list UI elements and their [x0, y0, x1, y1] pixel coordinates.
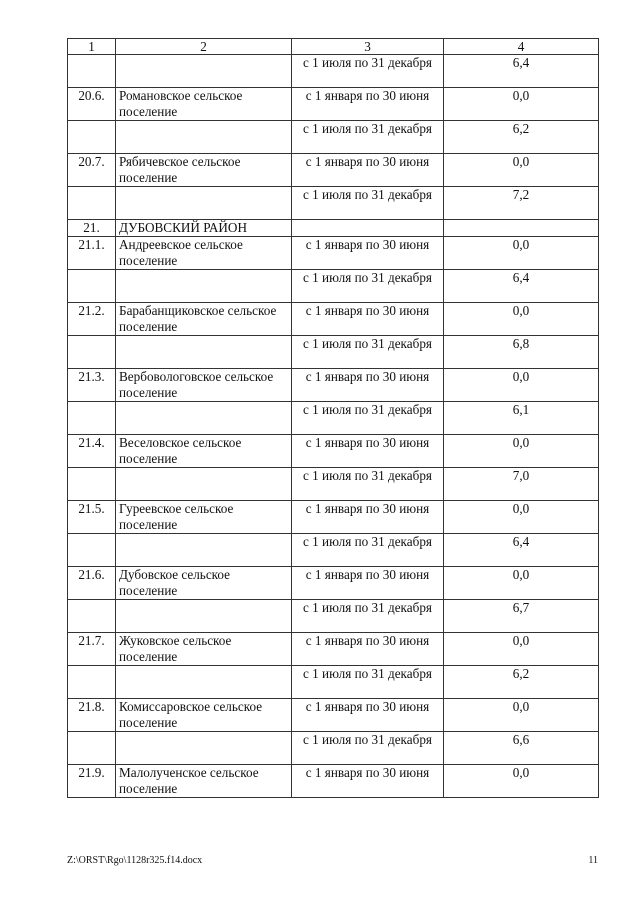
settlement-name: Гуреевское сельское поселение — [116, 501, 292, 534]
period: с 1 июля по 31 декабря — [292, 468, 444, 501]
value: 0,0 — [444, 699, 599, 732]
settlement-name — [116, 121, 292, 154]
value: 7,0 — [444, 468, 599, 501]
period: с 1 января по 30 июня — [292, 237, 444, 270]
settlement-name — [116, 732, 292, 765]
settlement-name: ДУБОВСКИЙ РАЙОН — [116, 220, 292, 237]
value: 6,6 — [444, 732, 599, 765]
value: 6,4 — [444, 534, 599, 567]
settlement-name: Веселовское сельское поселение — [116, 435, 292, 468]
table-row — [68, 732, 599, 765]
settlement-name: Барабанщиковское сельское поселение — [116, 303, 292, 336]
value: 6,4 — [444, 270, 599, 303]
document-path: Z:\ORST\Rgo\1128r325.f14.docx — [67, 855, 203, 866]
district-row — [68, 220, 599, 237]
value: 6,2 — [444, 666, 599, 699]
settlement-name: Рябичевское сельское поселение — [116, 154, 292, 187]
period: с 1 июля по 31 декабря — [292, 121, 444, 154]
period: с 1 июля по 31 декабря — [292, 55, 444, 88]
period: с 1 июля по 31 декабря — [292, 732, 444, 765]
header-col-1: 1 — [68, 39, 116, 55]
settlement-name: Андреевское сельское поселение — [116, 237, 292, 270]
value: 6,7 — [444, 600, 599, 633]
settlement-name — [116, 187, 292, 220]
table-header-row — [68, 39, 599, 55]
table-row — [68, 121, 599, 154]
settlement-name: Дубовское сельское поселение — [116, 567, 292, 600]
period — [292, 220, 444, 237]
row-number: 21.3. — [68, 369, 116, 402]
period: с 1 июля по 31 декабря — [292, 402, 444, 435]
row-number — [68, 600, 116, 633]
settlement-name: Романовское сельское поселение — [116, 88, 292, 121]
row-number: 20.6. — [68, 88, 116, 121]
settlement-name — [116, 600, 292, 633]
table-row — [68, 468, 599, 501]
value: 0,0 — [444, 435, 599, 468]
value: 0,0 — [444, 303, 599, 336]
settlement-name — [116, 55, 292, 88]
table-row — [68, 369, 599, 402]
table-row — [68, 765, 599, 798]
table-row — [68, 666, 599, 699]
header-col-3: 3 — [292, 39, 444, 55]
value: 7,2 — [444, 187, 599, 220]
table-row — [68, 600, 599, 633]
value: 0,0 — [444, 501, 599, 534]
value — [444, 220, 599, 237]
value: 0,0 — [444, 154, 599, 187]
row-number: 21.9. — [68, 765, 116, 798]
value: 0,0 — [444, 567, 599, 600]
settlement-name — [116, 468, 292, 501]
table-row — [68, 402, 599, 435]
value: 0,0 — [444, 369, 599, 402]
table-row — [68, 534, 599, 567]
header-col-2: 2 — [116, 39, 292, 55]
page-number: 11 — [588, 855, 598, 866]
table-row — [68, 435, 599, 468]
row-number: 21.8. — [68, 699, 116, 732]
period: с 1 июля по 31 декабря — [292, 336, 444, 369]
period: с 1 января по 30 июня — [292, 369, 444, 402]
settlement-name: Комиссаровское сельское поселение — [116, 699, 292, 732]
row-number — [68, 336, 116, 369]
settlement-name — [116, 402, 292, 435]
row-number: 21.2. — [68, 303, 116, 336]
table-row — [68, 55, 599, 88]
row-number: 20.7. — [68, 154, 116, 187]
row-number: 21. — [68, 220, 116, 237]
table-row — [68, 633, 599, 666]
row-number — [68, 270, 116, 303]
period: с 1 июля по 31 декабря — [292, 666, 444, 699]
table-row — [68, 336, 599, 369]
period: с 1 января по 30 июня — [292, 765, 444, 798]
row-number: 21.5. — [68, 501, 116, 534]
row-number: 21.4. — [68, 435, 116, 468]
period: с 1 января по 30 июня — [292, 501, 444, 534]
period: с 1 июля по 31 декабря — [292, 187, 444, 220]
row-number — [68, 187, 116, 220]
period: с 1 января по 30 июня — [292, 567, 444, 600]
tariff-table — [67, 38, 599, 798]
value: 0,0 — [444, 88, 599, 121]
period: с 1 января по 30 июня — [292, 435, 444, 468]
settlement-name — [116, 666, 292, 699]
row-number — [68, 55, 116, 88]
settlement-name: Малолученское сельское поселение — [116, 765, 292, 798]
row-number — [68, 468, 116, 501]
row-number: 21.6. — [68, 567, 116, 600]
value: 0,0 — [444, 633, 599, 666]
period: с 1 июля по 31 декабря — [292, 600, 444, 633]
value: 6,1 — [444, 402, 599, 435]
period: с 1 января по 30 июня — [292, 303, 444, 336]
row-number — [68, 402, 116, 435]
row-number — [68, 534, 116, 567]
table-row — [68, 187, 599, 220]
value: 6,8 — [444, 336, 599, 369]
table-row — [68, 567, 599, 600]
table-row — [68, 270, 599, 303]
settlement-name — [116, 336, 292, 369]
value: 6,4 — [444, 55, 599, 88]
period: с 1 января по 30 июня — [292, 633, 444, 666]
settlement-name: Жуковское сельское поселение — [116, 633, 292, 666]
settlement-name — [116, 270, 292, 303]
row-number — [68, 732, 116, 765]
period: с 1 июля по 31 декабря — [292, 270, 444, 303]
period: с 1 января по 30 июня — [292, 88, 444, 121]
row-number — [68, 666, 116, 699]
header-col-4: 4 — [444, 39, 599, 55]
table-row — [68, 88, 599, 121]
value: 0,0 — [444, 237, 599, 270]
table-row — [68, 154, 599, 187]
period: с 1 января по 30 июня — [292, 154, 444, 187]
table-row — [68, 699, 599, 732]
table-row — [68, 501, 599, 534]
period: с 1 июля по 31 декабря — [292, 534, 444, 567]
settlement-name — [116, 534, 292, 567]
settlement-name: Вербовологовское сельское поселение — [116, 369, 292, 402]
row-number: 21.1. — [68, 237, 116, 270]
period: с 1 января по 30 июня — [292, 699, 444, 732]
row-number: 21.7. — [68, 633, 116, 666]
row-number — [68, 121, 116, 154]
value: 0,0 — [444, 765, 599, 798]
table-row — [68, 303, 599, 336]
value: 6,2 — [444, 121, 599, 154]
table-row — [68, 237, 599, 270]
